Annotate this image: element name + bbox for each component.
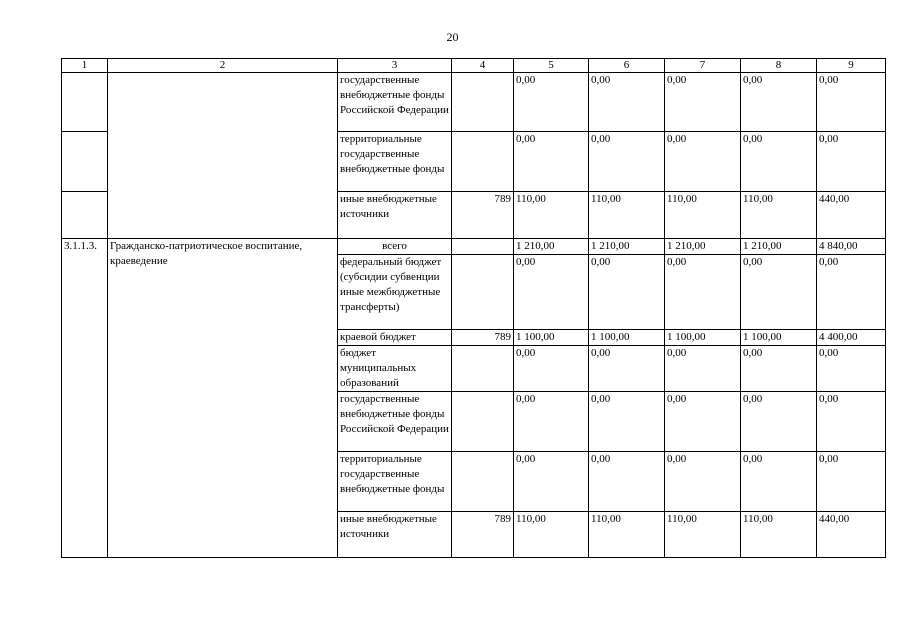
value-cell-8: 0,00	[741, 346, 817, 392]
value-cell-8: 0,00	[741, 132, 817, 192]
value-cell-6: 110,00	[589, 512, 665, 558]
total-cell: 4 400,00	[817, 330, 886, 346]
source-cell: всего	[338, 239, 452, 255]
code-cell	[452, 132, 514, 192]
source-cell: бюджет муниципальных образований	[338, 346, 452, 392]
header-col-2: 2	[108, 59, 338, 73]
value-cell-5: 0,00	[514, 452, 589, 512]
item-number-cell: 3.1.1.3.	[62, 239, 108, 558]
total-cell: 0,00	[817, 452, 886, 512]
code-cell: 789	[452, 512, 514, 558]
header-col-1: 1	[62, 59, 108, 73]
source-cell: иные внебюджетные источники	[338, 192, 452, 239]
value-cell-7: 1 100,00	[665, 330, 741, 346]
budget-table	[61, 58, 886, 558]
value-cell-7: 0,00	[665, 73, 741, 132]
value-cell-8: 110,00	[741, 192, 817, 239]
total-cell: 0,00	[817, 346, 886, 392]
source-cell: иные внебюджетные источники	[338, 512, 452, 558]
source-cell: федеральный бюджет (субсидии субвенции иные межбюджетные трансферты)	[338, 255, 452, 330]
total-cell: 440,00	[817, 192, 886, 239]
header-col-7: 7	[665, 59, 741, 73]
value-cell-8: 110,00	[741, 512, 817, 558]
total-cell: 4 840,00	[817, 239, 886, 255]
value-cell-5: 110,00	[514, 192, 589, 239]
header-col-5: 5	[514, 59, 589, 73]
code-cell	[452, 73, 514, 132]
code-cell: 789	[452, 192, 514, 239]
value-cell-5: 0,00	[514, 392, 589, 452]
source-cell: территориальные государственные внебюджетные фонды	[338, 132, 452, 192]
value-cell-7: 0,00	[665, 346, 741, 392]
value-cell-8: 1 210,00	[741, 239, 817, 255]
header-col-4: 4	[452, 59, 514, 73]
table-row	[62, 239, 886, 255]
value-cell-5: 0,00	[514, 255, 589, 330]
code-cell	[452, 255, 514, 330]
code-cell	[452, 239, 514, 255]
header-col-3: 3	[338, 59, 452, 73]
value-cell-7: 110,00	[665, 192, 741, 239]
header-col-9: 9	[817, 59, 886, 73]
value-cell-7: 0,00	[665, 452, 741, 512]
value-cell-6: 0,00	[589, 452, 665, 512]
header-col-8: 8	[741, 59, 817, 73]
value-cell-5: 110,00	[514, 512, 589, 558]
total-cell: 440,00	[817, 512, 886, 558]
value-cell-8: 0,00	[741, 392, 817, 452]
value-cell-6: 0,00	[589, 73, 665, 132]
value-cell-8: 0,00	[741, 255, 817, 330]
total-cell: 0,00	[817, 132, 886, 192]
value-cell-6: 1 210,00	[589, 239, 665, 255]
value-cell-7: 110,00	[665, 512, 741, 558]
value-cell-6: 0,00	[589, 255, 665, 330]
code-cell	[452, 346, 514, 392]
value-cell-5: 0,00	[514, 346, 589, 392]
value-cell-7: 1 210,00	[665, 239, 741, 255]
total-cell: 0,00	[817, 73, 886, 132]
value-cell-8: 0,00	[741, 452, 817, 512]
value-cell-7: 0,00	[665, 132, 741, 192]
header-col-6: 6	[589, 59, 665, 73]
value-cell-6: 1 100,00	[589, 330, 665, 346]
total-cell: 0,00	[817, 392, 886, 452]
source-cell: территориальные государственные внебюджетные фонды	[338, 452, 452, 512]
value-cell-5: 0,00	[514, 132, 589, 192]
header-row	[62, 59, 886, 73]
item-number-cell	[62, 73, 108, 132]
value-cell-5: 1 100,00	[514, 330, 589, 346]
value-cell-5: 1 210,00	[514, 239, 589, 255]
value-cell-5: 0,00	[514, 73, 589, 132]
total-cell: 0,00	[817, 255, 886, 330]
code-cell: 789	[452, 330, 514, 346]
item-number-cell	[62, 192, 108, 239]
value-cell-6: 0,00	[589, 392, 665, 452]
source-cell: краевой бюджет	[338, 330, 452, 346]
value-cell-7: 0,00	[665, 392, 741, 452]
item-name-cell	[108, 73, 338, 239]
page-number: 20	[446, 30, 459, 44]
value-cell-6: 0,00	[589, 132, 665, 192]
value-cell-6: 110,00	[589, 192, 665, 239]
source-cell: государственные внебюджетные фонды Российской Федерации	[338, 392, 452, 452]
value-cell-8: 1 100,00	[741, 330, 817, 346]
code-cell	[452, 392, 514, 452]
value-cell-7: 0,00	[665, 255, 741, 330]
table-row	[62, 73, 886, 132]
item-name-cell: Гражданско-патриотическое воспитание, краеведение	[108, 239, 338, 558]
source-cell: государственные внебюджетные фонды Российской Федерации	[338, 73, 452, 132]
item-number-cell	[62, 132, 108, 192]
value-cell-8: 0,00	[741, 73, 817, 132]
value-cell-6: 0,00	[589, 346, 665, 392]
code-cell	[452, 452, 514, 512]
